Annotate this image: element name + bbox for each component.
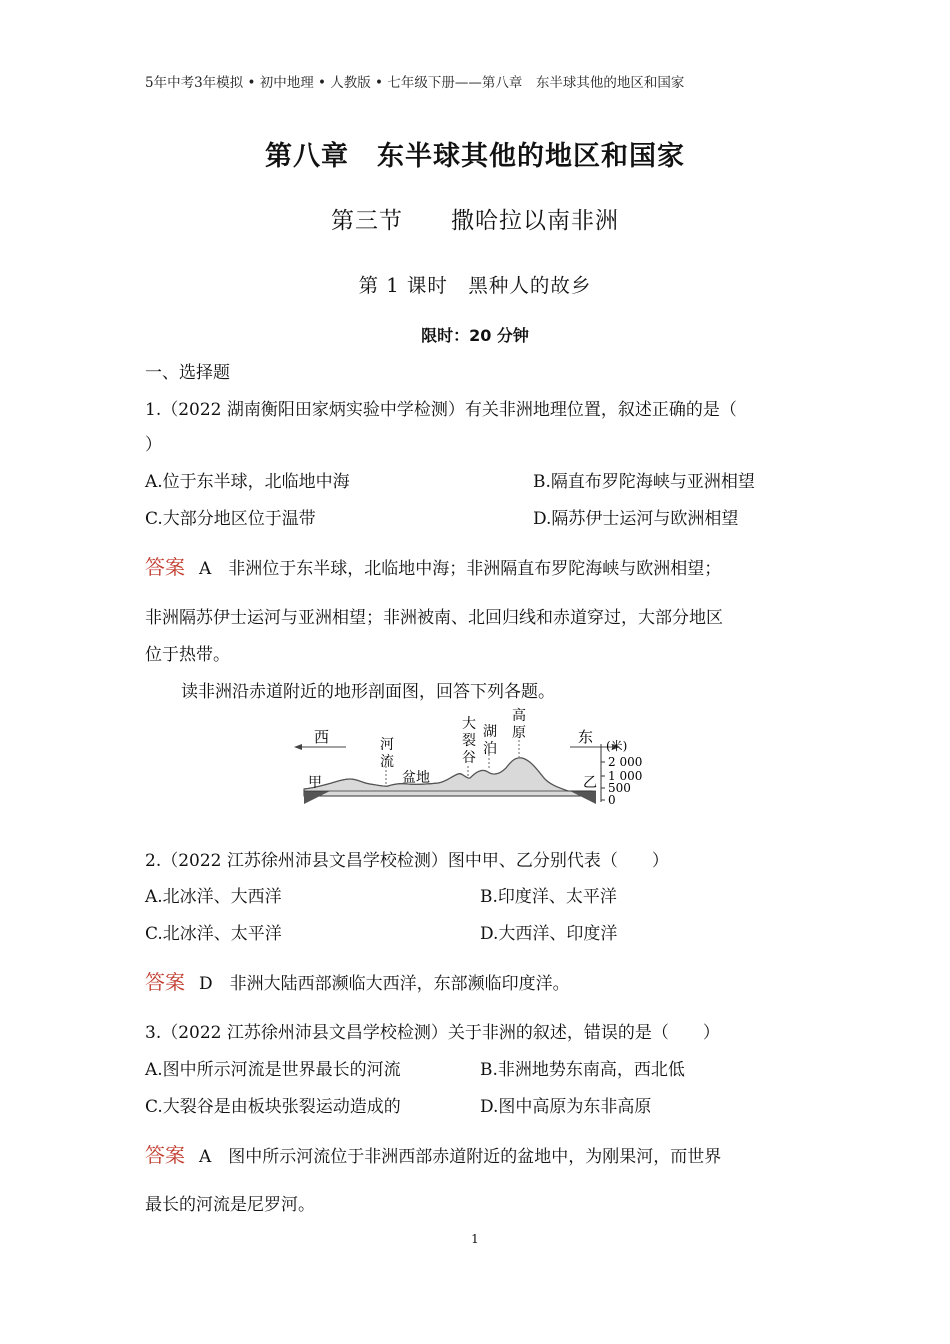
section-title: 第三节 撒哈拉以南非洲	[331, 208, 619, 234]
reading-prompt: 读非洲沿赤道附近的地形剖面图，回答下列各题。	[181, 682, 555, 702]
q2-option-a: A.北冰洋、大西洋	[145, 887, 282, 907]
q1-stem: 1.（2022 湖南衡阳田家炳实验中学检测）有关非洲地理位置，叙述正确的是（	[145, 400, 737, 420]
page-number: 1	[471, 1232, 479, 1246]
lake-label-2: 泊	[483, 741, 497, 757]
q1-answer	[145, 551, 721, 580]
lesson-title: 第 1 课时 黑种人的故乡	[358, 274, 592, 297]
q3-answer	[145, 1139, 721, 1168]
q1-answer-line3: 位于热带。	[145, 645, 230, 665]
ocean-yi-shape	[570, 791, 596, 804]
river-label-2: 流	[380, 754, 394, 770]
jia-label: 甲	[308, 775, 322, 791]
q3-option-b: B.非洲地势东南高，西北低	[480, 1060, 685, 1080]
rift-label-3: 谷	[462, 750, 476, 766]
part-heading: 一、选择题	[145, 363, 230, 383]
answer-label: 答案	[145, 970, 185, 994]
west-arrowhead	[294, 744, 302, 750]
east-label: 东	[578, 728, 594, 746]
q3-stem: 3.（2022 江苏徐州沛县文昌学校检测）关于非洲的叙述，错误的是（ ）	[145, 1023, 720, 1043]
tick-label-2000: 2 000	[608, 755, 643, 769]
terrain-profile-figure	[290, 700, 660, 815]
q3-option-d: D.图中高原为东非高原	[480, 1097, 652, 1117]
q1-answer-line2: 非洲隔苏伊士运河与亚洲相望；非洲被南、北回归线和赤道穿过，大部分地区	[145, 608, 723, 628]
chapter-title: 第八章 东半球其他的地区和国家	[265, 141, 685, 172]
q2-option-c: C.北冰洋、太平洋	[145, 924, 282, 944]
answer-label: 答案	[145, 555, 185, 579]
q1-option-d: D.隔苏伊士运河与欧洲相望	[533, 509, 739, 529]
tick-label-1000: 1 000	[608, 769, 643, 783]
q1-stem-cont: ）	[145, 435, 162, 455]
q3-option-a: A.图中所示河流是世界最长的河流	[145, 1060, 401, 1080]
west-label: 西	[314, 728, 330, 746]
q2-option-d: D.大西洋、印度洋	[480, 924, 618, 944]
q1-option-b: B.隔直布罗陀海峡与亚洲相望	[533, 472, 755, 492]
yi-label: 乙	[583, 775, 597, 791]
q2-option-b: B.印度洋、太平洋	[480, 887, 617, 907]
tick-label-500: 500	[608, 781, 631, 795]
q1-option-c: C.大部分地区位于温带	[145, 509, 316, 529]
lake-label-1: 湖	[483, 724, 497, 740]
q3-option-c: C.大裂谷是由板块张裂运动造成的	[145, 1097, 401, 1117]
q1-answer-text: A 非洲位于东半球，北临地中海；非洲隔直布罗陀海峡与欧洲相望；	[199, 559, 722, 579]
q1-option-a: A.位于东半球，北临地中海	[145, 472, 350, 492]
q2-answer	[145, 966, 570, 995]
plateau-label-2: 原	[512, 725, 526, 741]
answer-label: 答案	[145, 1143, 185, 1167]
scale-unit: (米)	[606, 739, 628, 753]
land-profile	[304, 758, 592, 796]
q2-answer-text: D 非洲大陆西部濒临大西洋，东部濒临印度洋。	[199, 974, 570, 994]
river-label-1: 河	[380, 737, 394, 753]
rift-label-2: 裂	[462, 733, 476, 749]
time-limit: 限时：20 分钟	[421, 326, 529, 345]
tick-label-0: 0	[608, 793, 616, 807]
basin-label: 盆地	[402, 770, 430, 786]
q3-answer-text: A 图中所示河流位于非洲西部赤道附近的盆地中，为刚果河，而世界	[199, 1147, 722, 1167]
q2-stem: 2.（2022 江苏徐州沛县文昌学校检测）图中甲、乙分别代表（ ）	[145, 851, 669, 871]
q3-answer-line2: 最长的河流是尼罗河。	[145, 1195, 315, 1215]
rift-label-1: 大	[462, 716, 476, 732]
running-header: 5年中考3年模拟 • 初中地理 • 人教版 • 七年级下册——第八章 东半球其他的地区和国家	[145, 75, 685, 91]
plateau-label-1: 高	[512, 708, 526, 724]
